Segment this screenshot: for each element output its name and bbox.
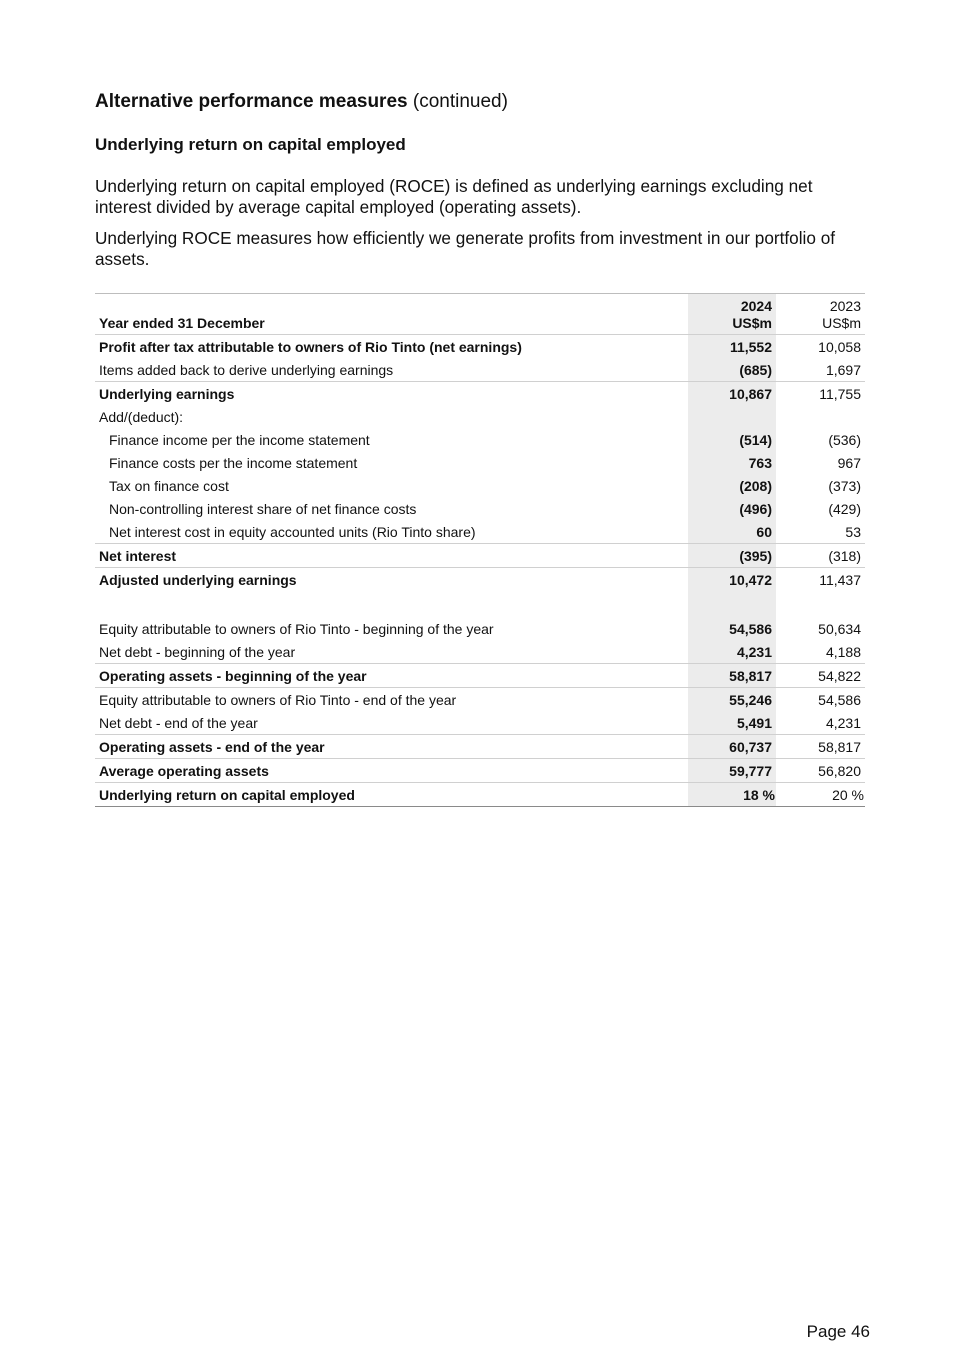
value-2023: 20 % [776, 783, 865, 807]
definition-paragraph: Underlying return on capital employed (ROCE) is defined as underlying earnings excluding net interest divided by average capital employed (operating assets). [95, 176, 813, 217]
column-header-2024-year: 2024 [740, 298, 772, 314]
year-ended-header: Year ended 31 December [95, 294, 688, 335]
table-row [95, 688, 865, 712]
page-title-main: Alternative performance measures [95, 91, 408, 112]
value-2023: 58,817 [776, 735, 865, 759]
value-2023: 54,586 [818, 691, 861, 708]
spacer-cell [95, 591, 688, 617]
row-label: Operating assets - beginning of the year [95, 664, 688, 688]
table-row [95, 544, 865, 568]
value-2023 [776, 405, 865, 428]
table-row [95, 520, 865, 544]
value-2023: 10,058 [818, 338, 861, 355]
value-2023: (373) [828, 477, 861, 494]
roce-table [95, 293, 865, 807]
table-row [95, 358, 865, 382]
value-2024: (514) [688, 428, 776, 451]
row-label: Net interest cost in equity accounted units (Rio Tinto share) [95, 520, 688, 544]
row-label: Net debt - end of the year [95, 711, 688, 735]
row-label: Equity attributable to owners of Rio Tinto - beginning of the year [99, 620, 494, 637]
value-2023: 4,188 [776, 640, 865, 664]
value-2024: 18 % [688, 783, 776, 807]
table-row [95, 335, 865, 359]
row-label: Finance income per the income statement [109, 431, 370, 448]
value-2024: 11,552 [688, 335, 776, 359]
column-header-2024 [688, 294, 776, 335]
row-label: Net interest [95, 544, 688, 568]
column-header-2023-unit: US$m [822, 315, 861, 331]
table-row [95, 428, 865, 451]
table-row [95, 474, 865, 497]
value-2023: (536) [828, 431, 861, 448]
row-label: Adjusted underlying earnings [99, 571, 297, 588]
table-row [95, 664, 865, 688]
table-row [95, 735, 865, 759]
table-row [95, 568, 865, 592]
purpose-paragraph: Underlying ROCE measures how efficiently we generate profits from investment in our portfolio of assets. [95, 228, 836, 269]
row-label: Items added back to derive underlying earnings [95, 358, 688, 382]
column-header-2023-year: 2023 [829, 298, 861, 314]
value-2023: 56,820 [776, 759, 865, 783]
value-2024 [688, 405, 776, 428]
page-title-suffix: (continued) [412, 91, 508, 112]
table-row [95, 451, 865, 474]
table-row [95, 711, 865, 735]
table-row [95, 783, 865, 807]
value-2023: (429) [828, 500, 861, 517]
value-2024: 10,867 [688, 382, 776, 406]
value-2024: (395) [688, 544, 776, 568]
row-label: Equity attributable to owners of Rio Tinto - end of the year [99, 691, 457, 708]
page-title [95, 91, 508, 113]
spacer-cell [688, 591, 776, 617]
table-row [95, 405, 865, 428]
value-2024: (208) [688, 474, 776, 497]
value-2024: 763 [688, 451, 776, 474]
value-2024: (685) [688, 358, 776, 382]
value-2024: 59,777 [688, 759, 776, 783]
row-label: Finance costs per the income statement [109, 454, 358, 471]
value-2024: 55,246 [688, 688, 776, 712]
spacer-row [95, 591, 865, 617]
column-header-2023 [776, 294, 865, 335]
value-2023: 4,231 [776, 711, 865, 735]
value-2023: 11,755 [819, 385, 861, 402]
value-2023: 54,822 [776, 664, 865, 688]
table-header-row [95, 294, 865, 335]
value-2023: (318) [776, 544, 865, 568]
table-row [95, 759, 865, 783]
value-2024: 54,586 [688, 617, 776, 640]
page-number: Page 46 [806, 1322, 870, 1341]
table-row [95, 497, 865, 520]
section-heading: Underlying return on capital employed [95, 135, 406, 154]
value-2024: 10,472 [688, 568, 776, 592]
row-label: Underlying earnings [99, 385, 235, 402]
value-2023: 967 [837, 454, 861, 471]
row-label: Average operating assets [95, 759, 688, 783]
value-2024: 60,737 [688, 735, 776, 759]
value-2024: (496) [688, 497, 776, 520]
value-2023: 1,697 [776, 358, 865, 382]
table-row [95, 617, 865, 640]
row-label: Non-controlling interest share of net finance costs [109, 500, 417, 517]
row-label: Underlying return on capital employed [95, 783, 688, 807]
row-label: Net debt - beginning of the year [95, 640, 688, 664]
value-2024: 58,817 [688, 664, 776, 688]
row-label: Operating assets - end of the year [95, 735, 688, 759]
row-label: Add/(deduct): [99, 408, 184, 425]
table-row [95, 640, 865, 664]
value-2024: 60 [688, 520, 776, 544]
value-2023: 11,437 [819, 571, 861, 588]
column-header-2024-unit: US$m [732, 315, 772, 331]
spacer-cell [776, 591, 865, 617]
table-row [95, 382, 865, 406]
value-2024: 5,491 [688, 711, 776, 735]
row-label: Profit after tax attributable to owners of Rio Tinto (net earnings) [99, 338, 522, 355]
value-2024: 4,231 [688, 640, 776, 664]
row-label: Tax on finance cost [109, 477, 229, 494]
value-2023: 53 [776, 520, 865, 544]
value-2023: 50,634 [818, 620, 861, 637]
